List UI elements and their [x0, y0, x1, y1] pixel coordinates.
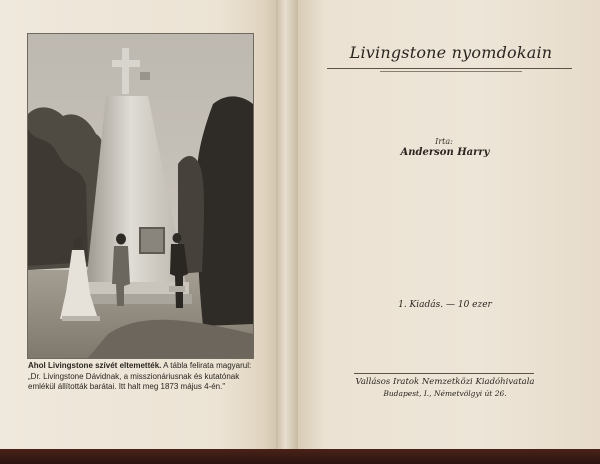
publisher-rule [354, 373, 534, 374]
left-page [0, 0, 283, 449]
author-label: Irta: [435, 137, 453, 146]
book-cover-edge [0, 449, 600, 464]
publisher-name: Vallásos Iratok Nemzetközi Kiadóhivatala [355, 377, 535, 387]
author-name: Anderson Harry [400, 147, 490, 158]
caption-text: A tábla felirata magyarul: „Dr. Livingstone Dávidnak, a misszionáriusnak és kutatónak emlékül állították barátai. Itt halt meg 1873 május 4-én." [28, 361, 252, 391]
photo-caption [28, 361, 254, 393]
title-rule [327, 68, 572, 69]
memorial-photo-image [28, 34, 253, 358]
edition-info: 1. Kiadás. — 10 ezer [398, 300, 492, 310]
title-subrule [380, 71, 522, 72]
memorial-photo [27, 33, 254, 359]
book-title: Livingstone nyomdokain [349, 43, 553, 62]
caption-lead: Ahol Livingstone szívét eltemették. [28, 361, 162, 370]
publisher-address: Budapest, I., Németvölgyi út 26. [383, 389, 507, 398]
